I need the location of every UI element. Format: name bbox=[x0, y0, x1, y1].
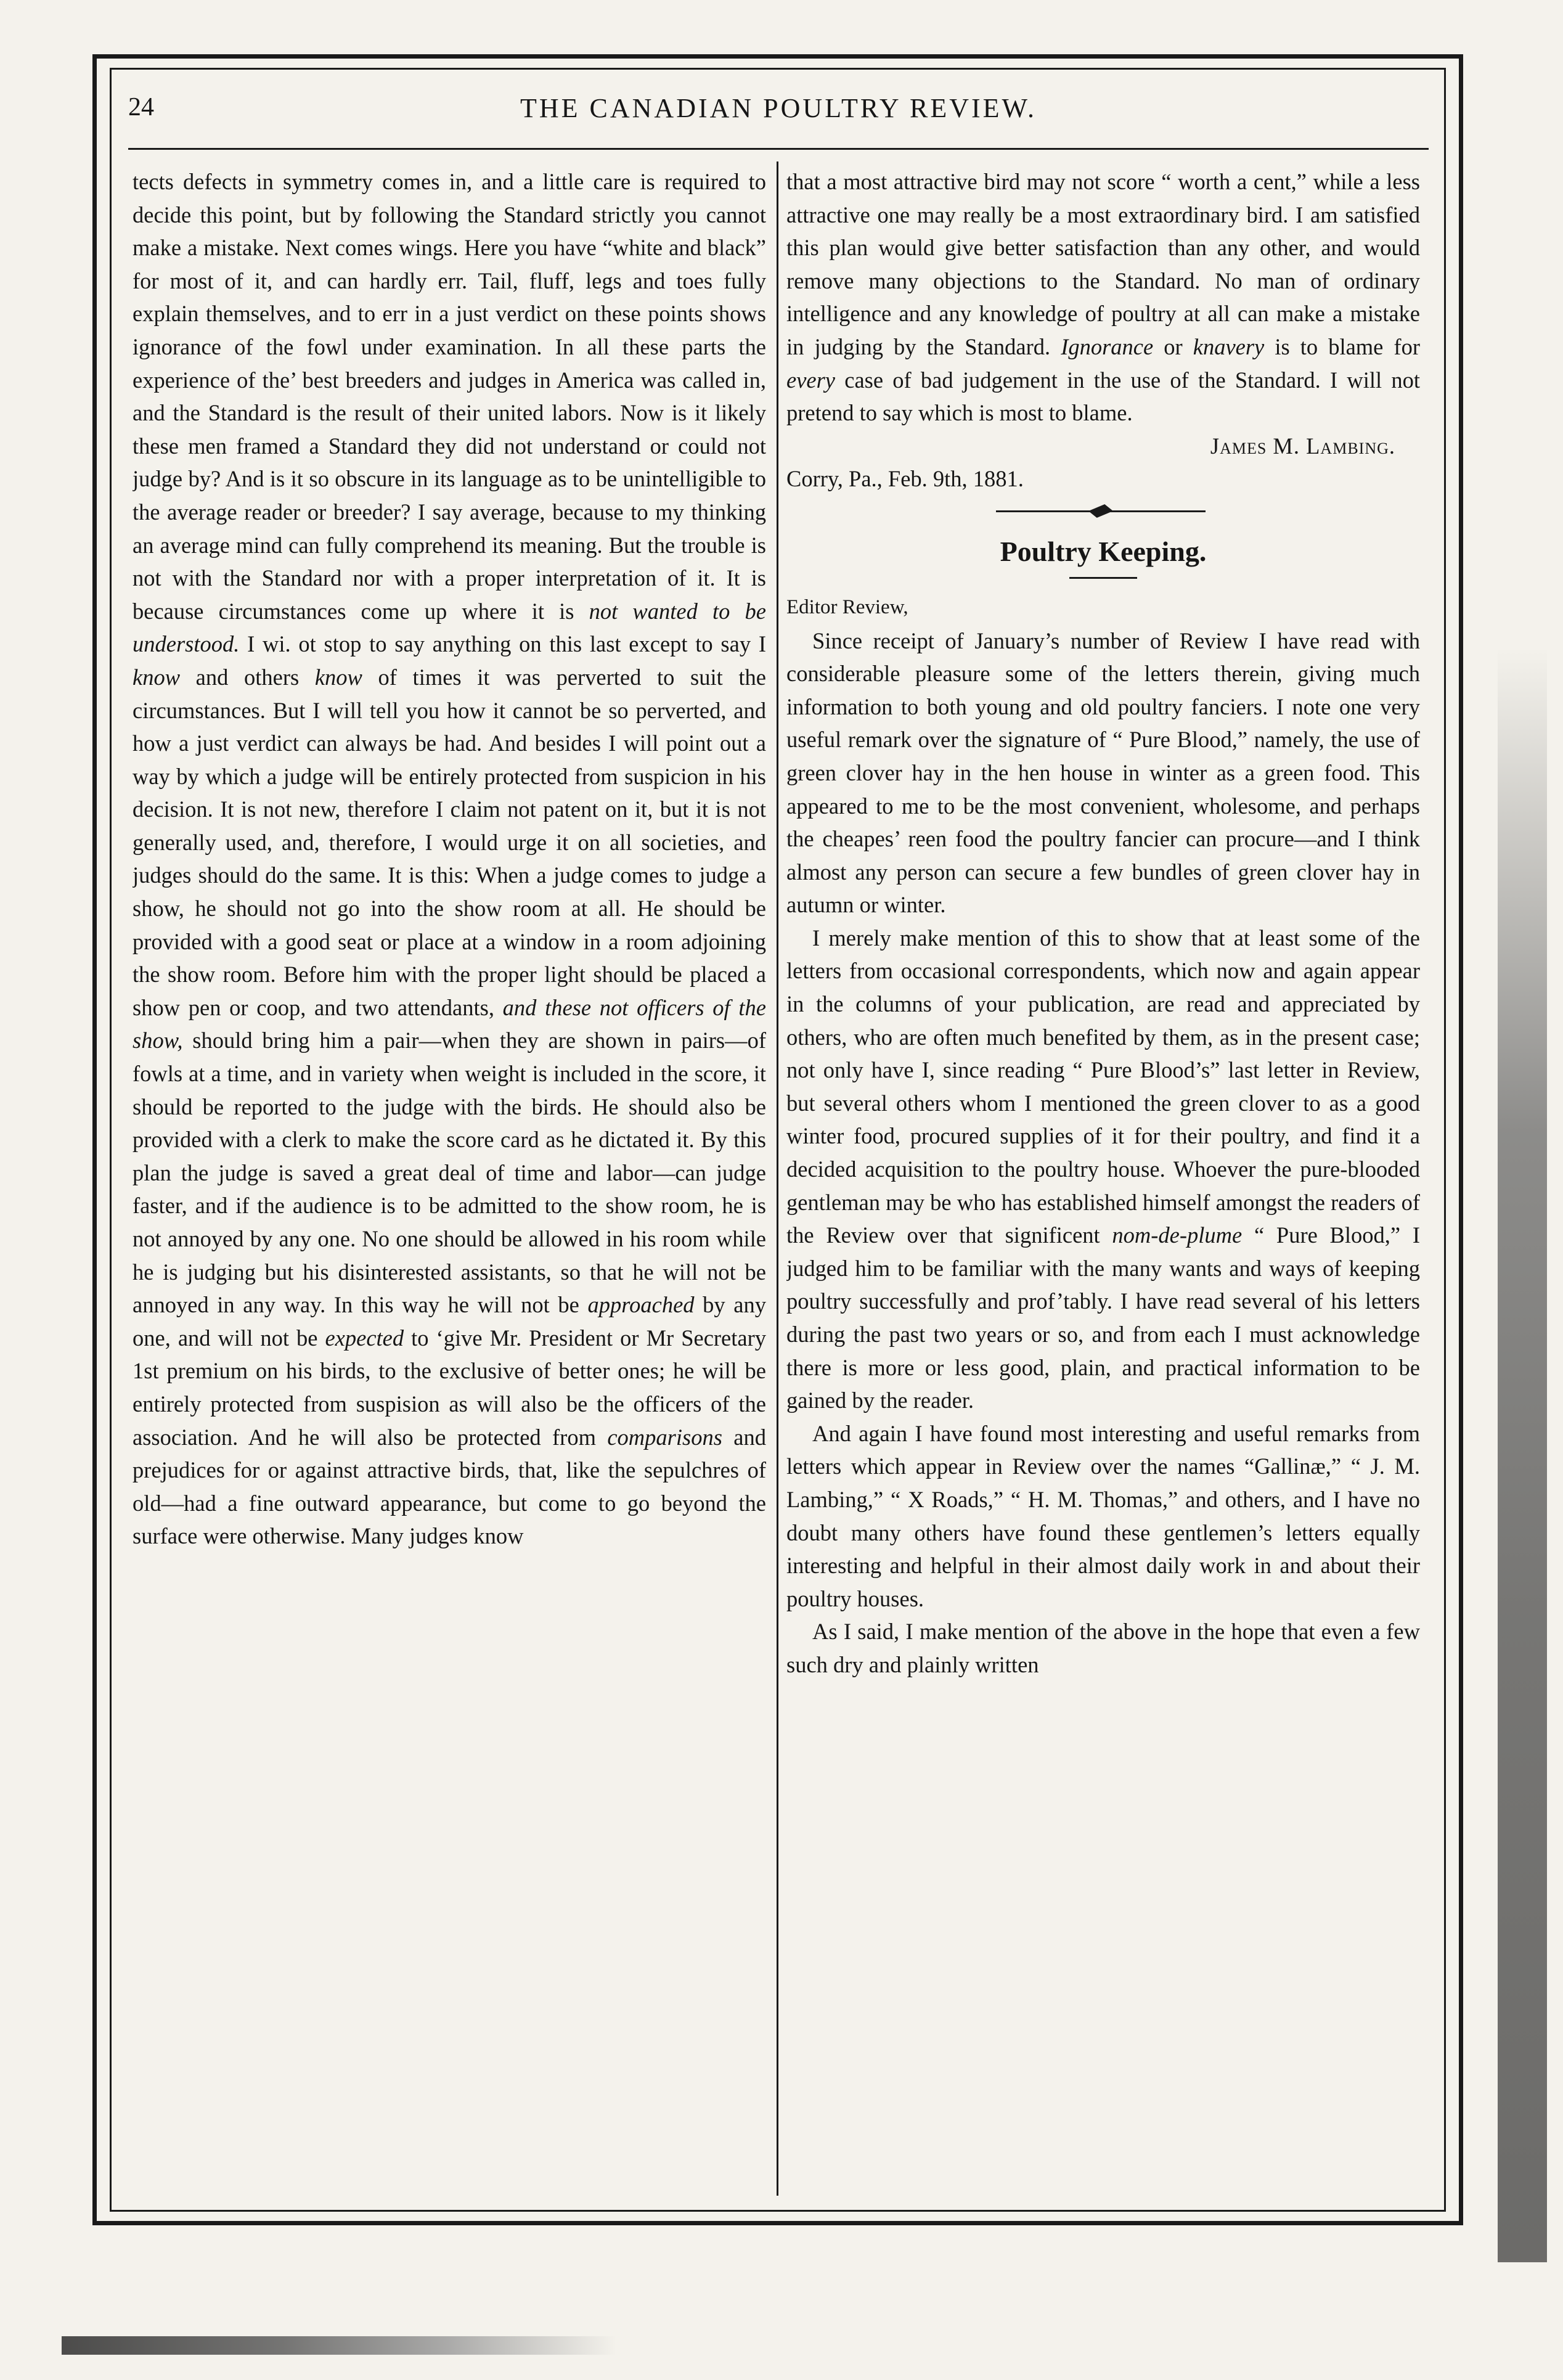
emphasis-text: and these not officers of the show, bbox=[133, 994, 766, 1053]
ornament-diamond bbox=[1085, 504, 1117, 518]
right-paragraph: And again I have found most interesting and useful remarks from letters which appear in Review over the names “Gallinæ,” “ J. M. Lambing,” “ X Roads,” “ H. M. Thomas,” and others, and I have no doubt many others have found these gentlemen’s letters equally interesting and helpful in their almost daily work in and about their poultry houses. bbox=[786, 1420, 1420, 1611]
right-paragraph bbox=[786, 165, 1420, 430]
scan-bottom-shadow bbox=[62, 2336, 616, 2355]
page-header bbox=[128, 92, 1429, 136]
right-paragraph bbox=[786, 922, 1420, 1417]
emphasis-text: every bbox=[786, 367, 836, 393]
text-run: or bbox=[1153, 333, 1193, 359]
page-number: 24 bbox=[128, 93, 154, 121]
text-run: of times it was perverted to suit the circumstances. But I will tell you how it cannot be so perverted, and how a just verdict can always be had. And besides I will point out a way by which a judge will be entirely protected from suspicion in his decision. It is not new, therefore I claim not patent on it, but it is not generally used, and, therefore, I would urge it on all societies, and judges should do the same. It is this: When a judge comes to judge a show, he should not go into the show room at all. He should be provided with a good seat or place at a window in a room adjoining the show room. Before him with the proper light should be placed a show pen or coop, and two attendants, bbox=[133, 664, 766, 1020]
article-title: Poultry Keeping. bbox=[1000, 535, 1207, 567]
right-paragraph: As I said, I make mention of the above in the hope that even a few such dry and plainly written bbox=[786, 1619, 1420, 1677]
text-run: I wi. ot stop to say anything on this last except to say I bbox=[239, 631, 766, 657]
author-signature: James M. Lambing. bbox=[1210, 433, 1395, 459]
emphasis-text: know bbox=[314, 664, 362, 690]
text-run: and prejudices for or against attractive birds, that, like the sepulchres of old—had a fine outward appearance, but come to go beyond the surface were otherwise. Many judges know bbox=[133, 1424, 766, 1549]
emphasis-text: knavery bbox=[1193, 333, 1265, 359]
text-run: to ‘give Mr. President or Mr Secretary 1st premium on his birds, to the exclusive of better ones; he will be entirely protected from suspision as will also be the officers of the association. And he will also be protected from bbox=[133, 1325, 766, 1450]
title-rule bbox=[1069, 577, 1137, 579]
text-run: that a most attractive bird may not score “ worth a cent,” while a less attractive one may really be a most extraordinary bird. I am satisfied this plan would give better satisfaction than any other, and would remove many objections to the Standard. No man of ordinary intelligence and any knowledge of poultry at all can make a mistake in judging by the Standard. bbox=[786, 169, 1420, 359]
salutation: Editor Review, bbox=[786, 595, 908, 618]
left-column bbox=[133, 165, 766, 2194]
dateline: Corry, Pa., Feb. 9th, 1881. bbox=[786, 466, 1024, 492]
right-paragraph: Since receipt of January’s number of Review I have read with considerable pleasure some of the letters therein, giving much information to both young and old poultry fanciers. I note one very useful remark over the signature of “ Pure Blood,” namely, the use of green clover hay in the hen house in winter as a green food. This appeared to me to be the most convenient, wholesome, and perhaps the cheapes’ reen food the poultry fancier can procure—and I think almost any person can secure a few bundles of green clover hay in autumn or winter. bbox=[786, 628, 1420, 918]
emphasis-text: expected bbox=[325, 1325, 404, 1351]
text-run: is to blame for bbox=[1264, 333, 1420, 359]
left-paragraph bbox=[133, 165, 766, 1553]
text-run: should bring him a pair—when they are shown in pairs—of fowls at a time, and in variety when weight is included in the score, it should be reported to the judge with the birds. He should also be provided with a clerk to make the score card as he dictated it. By this plan the judge is saved a great deal of time and labor—can judge faster, and if the audience is to be admitted to the show room, he is not annoyed by any one. No one should be allowed in his room while he is judging but his disinterested assistants, so that he will not be annoyed in any way. In this way he will not be bbox=[133, 1028, 766, 1318]
journal-title: THE CANADIAN POULTRY REVIEW. bbox=[520, 93, 1037, 123]
text-run: case of bad judgement in the use of the Standard. I will not pretend to say which is most to blame. bbox=[786, 367, 1420, 426]
emphasis-text: nom-de-plume bbox=[1112, 1222, 1243, 1248]
text-run: and others bbox=[180, 664, 315, 690]
text-run: I merely make mention of this to show that at least some of the letters from occasional correspondents, which now and again appear in the columns of your publication, are read and appreciated by others, who are often much benefited by them, as in the present case; not only have I, since reading “ Pure Blood’s” last letter in Review, but several others whom I mentioned the green clover to as a good winter food, procured supplies of it for their poultry, and find it a decided acquisition to the poultry house. Whoever the pure-blooded gentleman may be who has established himself amongst the readers of the Review over that significent bbox=[786, 925, 1420, 1248]
text-run: tects defects in symmetry comes in, and a little care is required to decide this point, but by following the Standard strictly you cannot make a mistake. Next comes wings. Here you have “white and black” for most of it, and can hardly err. Tail, fluff, legs and toes fully explain themselves, and to err in a just verdict on these points shows ignorance of the fowl under examination. In all these parts the experience of the’ best breeders and judges in America was called in, and the Standard is the result of their united labors. Now is it likely these men framed a Standard they did not understand or could not judge by? And is it so obscure in its language as to be unintelligible to the average reader or breeder? I say average, because to my thinking an average mind can fully comprehend its meaning. But the trouble is not with the Standard nor with a proper interpretation of it. It is because circumstances come up where it is bbox=[133, 169, 766, 624]
right-column bbox=[786, 165, 1420, 2194]
emphasis-text: not wanted to be understood. bbox=[133, 598, 766, 657]
emphasis-text: Ignorance bbox=[1061, 333, 1154, 359]
scan-edge-shadow bbox=[1498, 647, 1547, 2262]
emphasis-text: comparisons bbox=[607, 1424, 722, 1450]
header-rule bbox=[128, 148, 1429, 150]
text-run: by any one, and will not be bbox=[133, 1292, 766, 1351]
section-ornament bbox=[786, 496, 1420, 526]
emphasis-text: approached bbox=[587, 1292, 695, 1318]
column-divider bbox=[777, 162, 778, 2196]
text-run: “ Pure Blood,” I judged him to be familiar with the many wants and ways of keeping poultry successfully and prof’tably. I have read several of his letters during the past two years or so, and from each I must acknowledge there is more or less good, plain, and practical information to be gained by the reader. bbox=[786, 1222, 1420, 1413]
emphasis-text: know bbox=[133, 664, 181, 690]
